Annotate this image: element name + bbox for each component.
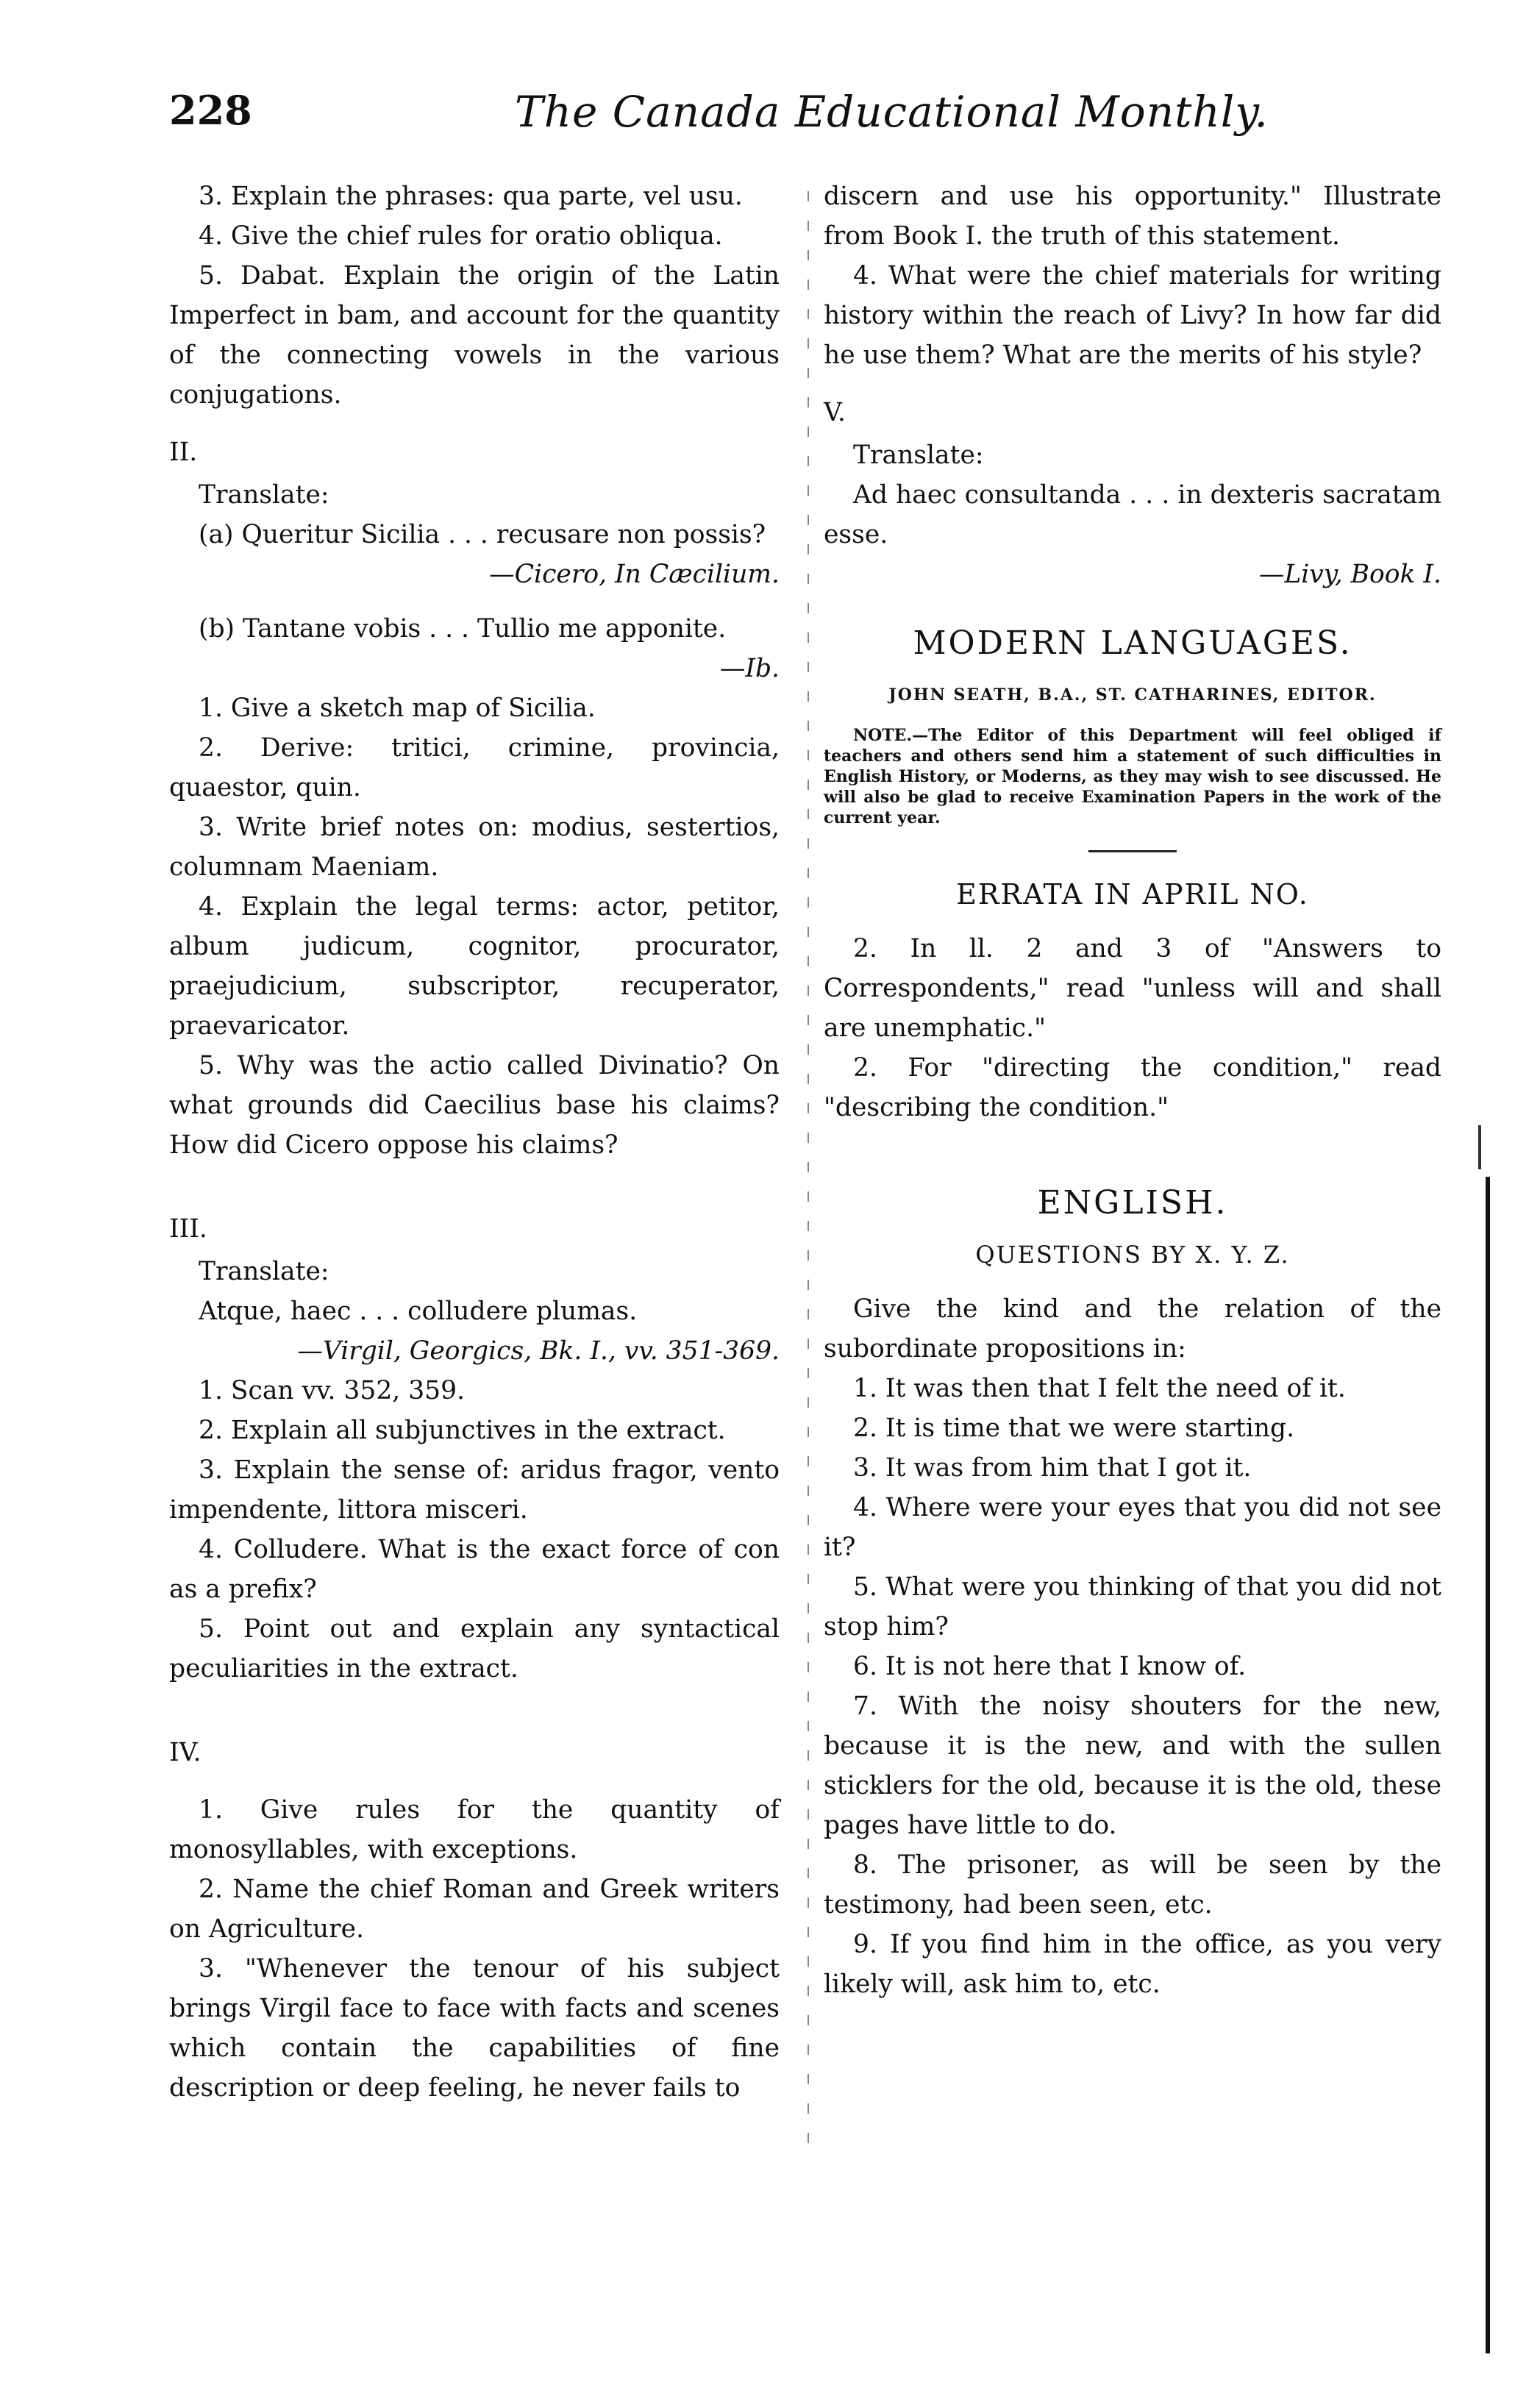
sentence-4: 4. Where were your eyes that you did not see it? bbox=[824, 1493, 1441, 1562]
virgil-question-4: 4. Colludere. What is the exact force of con as a prefix? bbox=[169, 1535, 780, 1604]
livy-question-4: 4. What were the chief materials for writing history within the reach of Livy? In how far did he use them? What are the merits of his style? bbox=[824, 261, 1441, 370]
sentence-3: 3. It was from him that I got it. bbox=[853, 1453, 1252, 1483]
sentence-7: 7. With the noisy shouters for the new, because it is the new, and with the sullen sticklers for the old, because it is the old, these pages have little to do. bbox=[824, 1692, 1441, 1840]
errata-item-2: 2. For "directing the condition," read "describing the condition." bbox=[824, 1053, 1441, 1122]
running-title: The Canada Educational Monthly. bbox=[515, 87, 1269, 137]
virgil-question-1: 1. Scan vv. 352, 359. bbox=[199, 1376, 466, 1405]
modern-languages-heading: MODERN LANGUAGES. bbox=[913, 624, 1352, 662]
translate-label: Translate: bbox=[199, 1257, 329, 1286]
passage-a: (a) Queritur Sicilia . . . recusare non possis? bbox=[199, 520, 766, 549]
sentence-5: 5. What were you thinking of that you did not stop him? bbox=[824, 1572, 1441, 1642]
virgil-question-2: 2. Explain all subjunctives in the extract. bbox=[199, 1416, 726, 1445]
sentence-9: 9. If you find him in the office, as you very likely will, ask him to, etc. bbox=[824, 1930, 1441, 1999]
sentence-8: 8. The prisoner, as will be seen by the testimony, had been seen, etc. bbox=[824, 1850, 1441, 1920]
virgil-question-5: 5. Point out and explain any syntactical peculiarities in the extract. bbox=[169, 1614, 780, 1683]
english-heading: ENGLISH. bbox=[1037, 1184, 1228, 1222]
passage-b: (b) Tantane vobis . . . Tullio me apponite. bbox=[199, 614, 727, 644]
passage-atque: Atque, haec . . . colludere plumas. bbox=[199, 1297, 638, 1326]
question-4: 4. Explain the legal terms: actor, petitor, album judicum, cognitor, procurator, praejudicium, subscriptor, recuperator, praevaricator. bbox=[169, 892, 780, 1041]
section-heading-iii: III. bbox=[169, 1214, 207, 1244]
errata-item-1: 2. In ll. 2 and 3 of "Answers to Correspondents," read "unless will and shall are unemphatic." bbox=[824, 934, 1441, 1043]
question-3: 3. Write brief notes on: modius, sestertios, columnam Maeniam. bbox=[169, 813, 780, 882]
virgil-question-3: 3. Explain the sense of: aridus fragor, vento impendente, littora misceri. bbox=[169, 1455, 780, 1525]
citation-livy: —Livy, Book I. bbox=[1258, 560, 1441, 589]
citation-virgil: —Virgil, Georgics, Bk. I., vv. 351-369. bbox=[297, 1336, 780, 1366]
general-question-2: 2. Name the chief Roman and Greek writers on Agriculture. bbox=[169, 1875, 780, 1944]
general-question-3: 3. "Whenever the tenour of his subject brings Virgil face to face with facts and scenes which contain the capabilities of fine description or deep feeling, he never fails to bbox=[169, 1954, 780, 2103]
citation-cicero: —Cicero, In Cæcilium. bbox=[489, 560, 780, 589]
page-edge-rule bbox=[1486, 1177, 1490, 2353]
question-1: 1. Give a sketch map of Sicilia. bbox=[199, 694, 596, 723]
left-column bbox=[169, 177, 780, 2108]
translate-label: Translate: bbox=[853, 441, 984, 470]
right-column bbox=[824, 177, 1441, 2004]
section-heading-v: V. bbox=[824, 398, 846, 427]
editor-credit: JOHN SEATH, B.A., ST. CATHARINES, EDITOR. bbox=[888, 685, 1377, 705]
sentence-1: 1. It was then that I felt the need of it. bbox=[853, 1374, 1346, 1403]
question-2: 2. Derive: tritici, crimine, provincia, quaestor, quin. bbox=[169, 733, 780, 802]
latin-question-3: 3. Explain the phrases: qua parte, vel usu. bbox=[199, 182, 743, 211]
section-heading-iv: IV. bbox=[169, 1738, 202, 1767]
page-header bbox=[169, 87, 1419, 153]
errata-heading: ERRATA IN APRIL NO. bbox=[956, 878, 1309, 910]
citation-ib: —Ib. bbox=[719, 654, 780, 683]
latin-question-4: 4. Give the chief rules for oratio obliqua. bbox=[199, 221, 723, 251]
editor-note: NOTE.—The Editor of this Department will feel obliged if teachers and others send him a statement of such difficulties in English History, or Moderns, as they may wish to see discussed. He will also be glad to receive Examination Papers in the work of the current year. bbox=[824, 726, 1441, 827]
section-heading-ii: II. bbox=[169, 438, 198, 467]
column-divider bbox=[808, 191, 809, 2162]
latin-question-5: 5. Dabat. Explain the origin of the Latin Imperfect in bam, and account for the quantity of the connecting vowels in the various conjugations. bbox=[169, 261, 780, 410]
sentence-6: 6. It is not here that I know of. bbox=[853, 1652, 1247, 1681]
english-intro: Give the kind and the relation of the subordinate propositions in: bbox=[824, 1294, 1441, 1364]
margin-mark bbox=[1478, 1125, 1481, 1169]
question-5: 5. Why was the actio called Divinatio? On what grounds did Caecilius base his claims? How did Cicero oppose his claims? bbox=[169, 1051, 780, 1160]
passage-ad-haec: Ad haec consultanda . . . in dexteris sacratam esse. bbox=[824, 480, 1441, 549]
general-question-1: 1. Give rules for the quantity of monosyllables, with exceptions. bbox=[169, 1795, 780, 1864]
page-number: 228 bbox=[169, 87, 252, 134]
questions-by-line: QUESTIONS BY X. Y. Z. bbox=[975, 1241, 1290, 1269]
translate-label: Translate: bbox=[199, 480, 329, 510]
continued-text: discern and use his opportunity." Illustrate from Book I. the truth of this statement. bbox=[824, 182, 1441, 251]
sentence-2: 2. It is time that we were starting. bbox=[853, 1414, 1295, 1443]
section-rule bbox=[1088, 850, 1177, 852]
